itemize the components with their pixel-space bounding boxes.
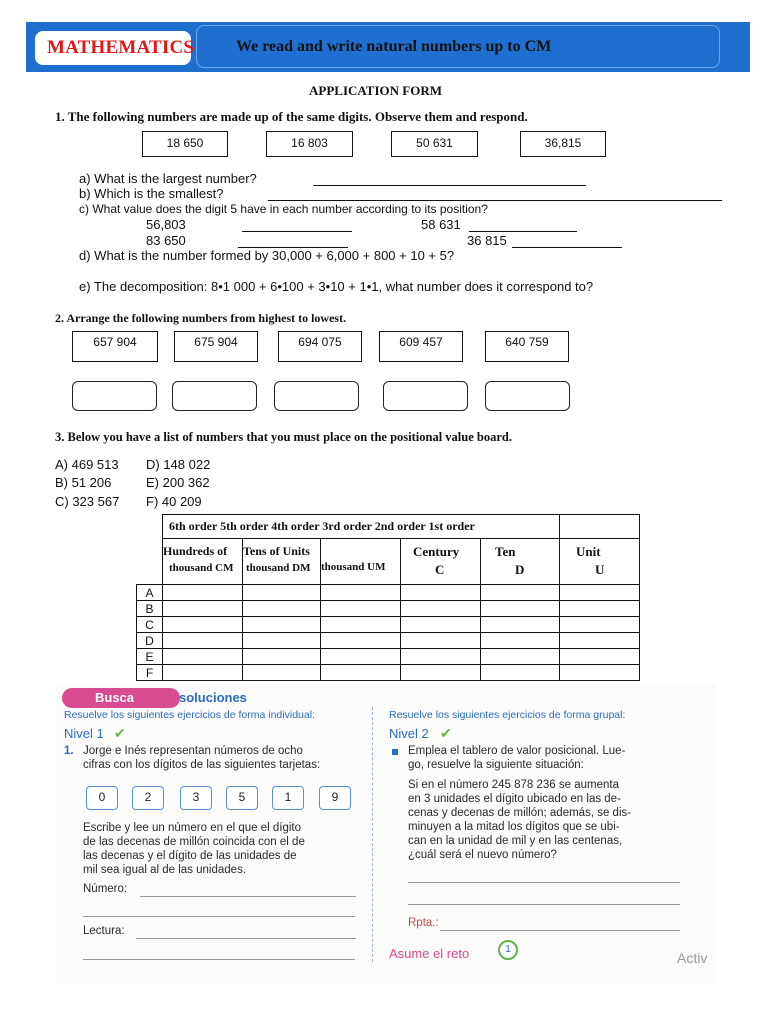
answer-line[interactable] <box>408 903 680 905</box>
lectura-label: Lectura: <box>83 925 125 937</box>
q1d-text: d) What is the number formed by 30,000 + 6,000 + 800 + 10 + 5? <box>79 248 455 263</box>
digit-card: 5 <box>226 786 258 810</box>
answer-box[interactable] <box>274 381 359 411</box>
left-instruction: Resuelve los siguientes ejercicios de forma individual: <box>64 709 315 721</box>
exercise-text: Escribe y lee un número en el que el dígito <box>83 822 301 834</box>
digit-card: 3 <box>180 786 212 810</box>
q1-title: 1. The following numbers are made up of the same digits. Observe them and respond. <box>55 109 528 124</box>
row-label: D <box>137 633 163 649</box>
problem-text: Si en el número 245 878 236 se aumenta <box>408 779 619 791</box>
table-cell[interactable] <box>401 617 481 633</box>
column-header: Tens of Units <box>243 544 310 558</box>
orders-header-cell <box>560 515 640 539</box>
answer-line[interactable] <box>440 929 680 931</box>
answer-line[interactable] <box>512 246 622 248</box>
q1-number-box: 18 650 <box>142 131 228 157</box>
table-cell[interactable] <box>560 649 640 665</box>
q1c-item: 83 650 <box>146 233 186 248</box>
digit-card: 0 <box>86 786 118 810</box>
q1a-text: a) What is the largest number? <box>79 171 257 186</box>
exercise-text: Emplea el tablero de valor posicional. Lue- <box>408 745 626 757</box>
answer-line[interactable] <box>313 184 586 186</box>
table-row <box>137 617 640 633</box>
q1c-text: c) What value does the digit 5 have in each number according to its position? <box>79 202 488 216</box>
column-subheader: thousand DM <box>246 562 311 574</box>
q3-item: B) 51 206 <box>55 475 112 490</box>
q1b-text: b) Which is the smallest? <box>79 186 224 201</box>
subject-title: MATHEMATICS <box>47 37 195 58</box>
table-cell[interactable] <box>243 585 321 601</box>
table-row <box>137 633 640 649</box>
table-cell[interactable] <box>321 665 401 681</box>
answer-box[interactable] <box>383 381 468 411</box>
table-cell[interactable] <box>243 601 321 617</box>
column-header: Unit <box>576 544 601 559</box>
exercise-text: mil sea igual al de las unidades. <box>83 864 247 876</box>
digit-card: 1 <box>272 786 304 810</box>
q2-number-box: 609 457 <box>379 331 463 362</box>
q1-number-box: 50 631 <box>391 131 478 157</box>
table-cell[interactable] <box>163 633 243 649</box>
q2-number-box: 657 904 <box>72 331 158 362</box>
answer-line[interactable] <box>242 230 352 232</box>
row-label: A <box>137 585 163 601</box>
q1-number-box: 16 803 <box>266 131 353 157</box>
column-header <box>321 544 400 558</box>
q3-title: 3. Below you have a list of numbers that you must place on the positional value board. <box>55 430 512 444</box>
table-cell[interactable] <box>560 665 640 681</box>
textbook-excerpt <box>56 684 716 984</box>
table-cell[interactable] <box>401 649 481 665</box>
digit-card: 2 <box>132 786 164 810</box>
answer-line[interactable] <box>268 199 722 201</box>
right-instruction: Resuelve los siguientes ejercicios de forma grupal: <box>389 709 626 721</box>
row-label: B <box>137 601 163 617</box>
table-row <box>137 601 640 617</box>
table-row <box>137 649 640 665</box>
table-cell[interactable] <box>321 617 401 633</box>
table-cell[interactable] <box>401 601 481 617</box>
nivel2-label: Nivel 2 <box>389 726 429 741</box>
table-cell[interactable] <box>481 585 560 601</box>
q2-number-box: 640 759 <box>485 331 569 362</box>
table-cell[interactable] <box>163 665 243 681</box>
table-cell[interactable] <box>163 585 243 601</box>
exercise-text: cifras con los dígitos de las siguientes tarjetas: <box>83 759 321 771</box>
answer-line[interactable] <box>408 881 680 883</box>
column-divider <box>372 707 374 962</box>
table-cell[interactable] <box>321 601 401 617</box>
column-subheader: thousand CM <box>169 562 234 574</box>
q3-item: A) 469 513 <box>55 457 119 472</box>
answer-line[interactable] <box>83 958 355 960</box>
table-cell[interactable] <box>163 649 243 665</box>
q1c-item: 58 631 <box>421 217 461 232</box>
exercise-text: go, resuelve la siguiente situación: <box>408 759 584 771</box>
q2-number-box: 694 075 <box>278 331 362 362</box>
digit-card: 9 <box>319 786 351 810</box>
table-cell[interactable] <box>243 665 321 681</box>
table-cell[interactable] <box>481 633 560 649</box>
answer-line[interactable] <box>469 230 577 232</box>
q2-number-box: 675 904 <box>174 331 258 362</box>
column-century <box>401 539 481 585</box>
column-ten <box>481 539 560 585</box>
q1c-item: 36 815 <box>467 233 507 248</box>
form-title: APPLICATION FORM <box>309 83 443 98</box>
table-row <box>137 585 640 601</box>
table-cell[interactable] <box>163 601 243 617</box>
table-cell[interactable] <box>243 633 321 649</box>
positional-value-table <box>136 514 640 681</box>
table-cell[interactable] <box>163 617 243 633</box>
q1e-text: e) The decomposition: 8•1 000 + 6•100 + 3•10 + 1•1, what number does it correspond to? <box>79 279 594 294</box>
table-cell[interactable] <box>560 617 640 633</box>
table-cell[interactable] <box>401 665 481 681</box>
table-cell[interactable] <box>321 585 401 601</box>
q3-item: C) 323 567 <box>55 494 120 509</box>
answer-line[interactable] <box>83 915 355 917</box>
nivel1-label: Nivel 1 <box>64 726 104 741</box>
numero-label: Número: <box>83 883 128 895</box>
table-cell[interactable] <box>401 585 481 601</box>
exercise-text: Jorge e Inés representan números de ocho <box>83 745 303 757</box>
checkmark-icon: ✔ <box>114 725 126 741</box>
table-cell[interactable] <box>481 649 560 665</box>
column-header: Ten <box>495 544 516 559</box>
exercise-text: de las decenas de millón coincida con el de <box>83 836 305 848</box>
row-label: F <box>137 665 163 681</box>
column-header: Hundreds of <box>163 544 228 558</box>
column-subheader: C <box>435 562 445 577</box>
table-cell[interactable] <box>481 617 560 633</box>
answer-line[interactable] <box>136 937 356 939</box>
row-label: E <box>137 649 163 665</box>
table-cell[interactable] <box>481 665 560 681</box>
problem-text: minuyen a la mitad los dígitos que se ubi- <box>408 821 620 833</box>
table-cell[interactable] <box>243 649 321 665</box>
activ-label: Activ <box>677 950 708 966</box>
column-header: Century <box>413 544 460 559</box>
rpta-label: Rpta.: <box>408 917 439 929</box>
bullet-icon <box>392 749 398 755</box>
medal-icon: 1 <box>498 940 518 960</box>
table-cell[interactable] <box>321 633 401 649</box>
column-subheader: thousand UM <box>321 561 386 573</box>
problem-text: en 3 unidades el dígito ubicado en las de- <box>408 793 621 805</box>
answer-box[interactable] <box>485 381 570 411</box>
orders-header-cell <box>163 515 560 539</box>
table-row <box>137 665 640 681</box>
asume-reto-label: Asume el reto <box>389 946 470 961</box>
q3-item: D) 148 022 <box>146 457 211 472</box>
table-cell[interactable] <box>321 649 401 665</box>
table-cell[interactable] <box>243 617 321 633</box>
problem-text: ¿cuál será el nuevo número? <box>408 849 557 861</box>
busca-label: Busca <box>95 690 135 705</box>
table-cell[interactable] <box>560 633 640 649</box>
column-unit <box>560 539 640 585</box>
column-thousands <box>321 539 401 585</box>
orders-header: 6th order 5th order 4th order 3rd order 2nd order 1st order <box>169 519 475 533</box>
column-hundreds-of-thousands <box>163 539 243 585</box>
answer-box[interactable] <box>172 381 257 411</box>
q1-number-box: 36,815 <box>520 131 606 157</box>
q3-item: F) 40 209 <box>146 494 202 509</box>
table-cell[interactable] <box>481 601 560 617</box>
q3-item: E) 200 362 <box>146 475 210 490</box>
row-label: C <box>137 617 163 633</box>
answer-line[interactable] <box>140 895 356 897</box>
column-tens-of-thousands <box>243 539 321 585</box>
q1c-item: 56,803 <box>146 217 186 232</box>
table-cell[interactable] <box>560 601 640 617</box>
exercise-number: 1. <box>64 745 74 757</box>
exercise-text: las decenas y el dígito de las unidades de <box>83 850 297 862</box>
table-cell[interactable] <box>401 633 481 649</box>
column-subheader: U <box>595 562 605 577</box>
problem-text: can en la unidad de mil y en las centenas, <box>408 835 623 847</box>
soluciones-label: soluciones <box>179 690 247 705</box>
table-cell[interactable] <box>560 585 640 601</box>
problem-text: cenas y decenas de millón; además, se dis- <box>408 807 632 819</box>
column-subheader: D <box>515 562 525 577</box>
checkmark-icon: ✔ <box>440 725 452 741</box>
q2-title: 2. Arrange the following numbers from highest to lowest. <box>55 311 347 325</box>
topic-title: We read and write natural numbers up to CM <box>236 38 552 55</box>
answer-box[interactable] <box>72 381 157 411</box>
